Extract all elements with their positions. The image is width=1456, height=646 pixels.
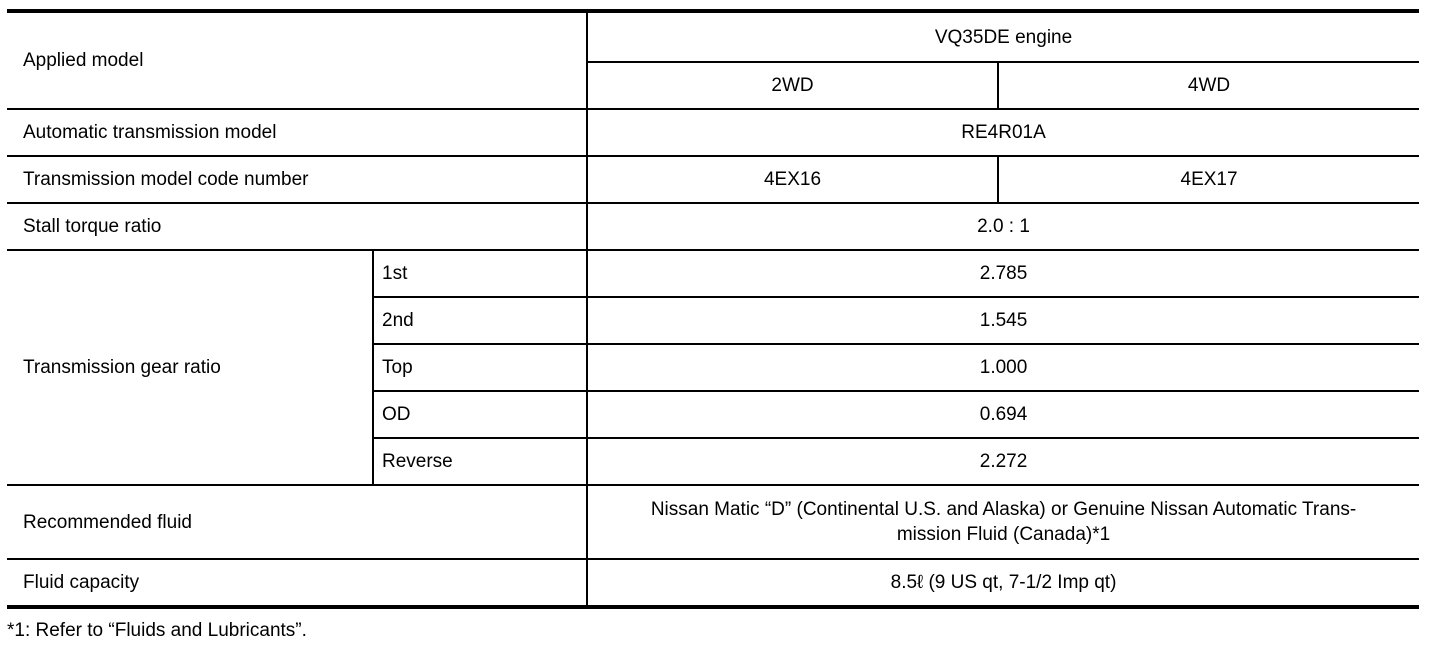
fluid-label: Recommended fluid	[7, 485, 587, 559]
fluid-value	[587, 485, 1419, 559]
at-model-label: Automatic transmission model	[7, 109, 587, 156]
fluid-line-1: Nissan Matic “D” (Continental U.S. and Alaska) or Genuine Nissan Automatic Trans-	[650, 499, 1357, 520]
spec-table	[7, 9, 1419, 609]
code-label: Transmission model code number	[7, 156, 587, 203]
gear-value: 1.000	[587, 344, 1419, 391]
gear-name: 1st	[373, 250, 587, 297]
code-4wd-value: 4EX17	[998, 156, 1419, 203]
col-2wd-header: 2WD	[587, 62, 998, 109]
stall-label: Stall torque ratio	[7, 203, 587, 250]
gear-value: 2.785	[587, 250, 1419, 297]
footnote: *1: Refer to “Fluids and Lubricants”.	[7, 620, 307, 641]
gear-name: Top	[373, 344, 587, 391]
fluid-line-2: mission Fluid (Canada)*1	[896, 524, 1111, 545]
capacity-value: 8.5ℓ (9 US qt, 7-1/2 Imp qt)	[587, 559, 1419, 607]
capacity-label: Fluid capacity	[7, 559, 587, 607]
engine-header: VQ35DE engine	[587, 11, 1419, 62]
gear-value: 2.272	[587, 438, 1419, 485]
gear-value: 1.545	[587, 297, 1419, 344]
at-model-value: RE4R01A	[587, 109, 1419, 156]
col-4wd-header: 4WD	[998, 62, 1419, 109]
applied-model-label: Applied model	[7, 11, 587, 109]
stall-value: 2.0 : 1	[587, 203, 1419, 250]
gear-name: 2nd	[373, 297, 587, 344]
code-2wd-value: 4EX16	[587, 156, 998, 203]
gear-name: OD	[373, 391, 587, 438]
gear-value: 0.694	[587, 391, 1419, 438]
gear-ratio-label: Transmission gear ratio	[7, 250, 373, 485]
gear-name: Reverse	[373, 438, 587, 485]
